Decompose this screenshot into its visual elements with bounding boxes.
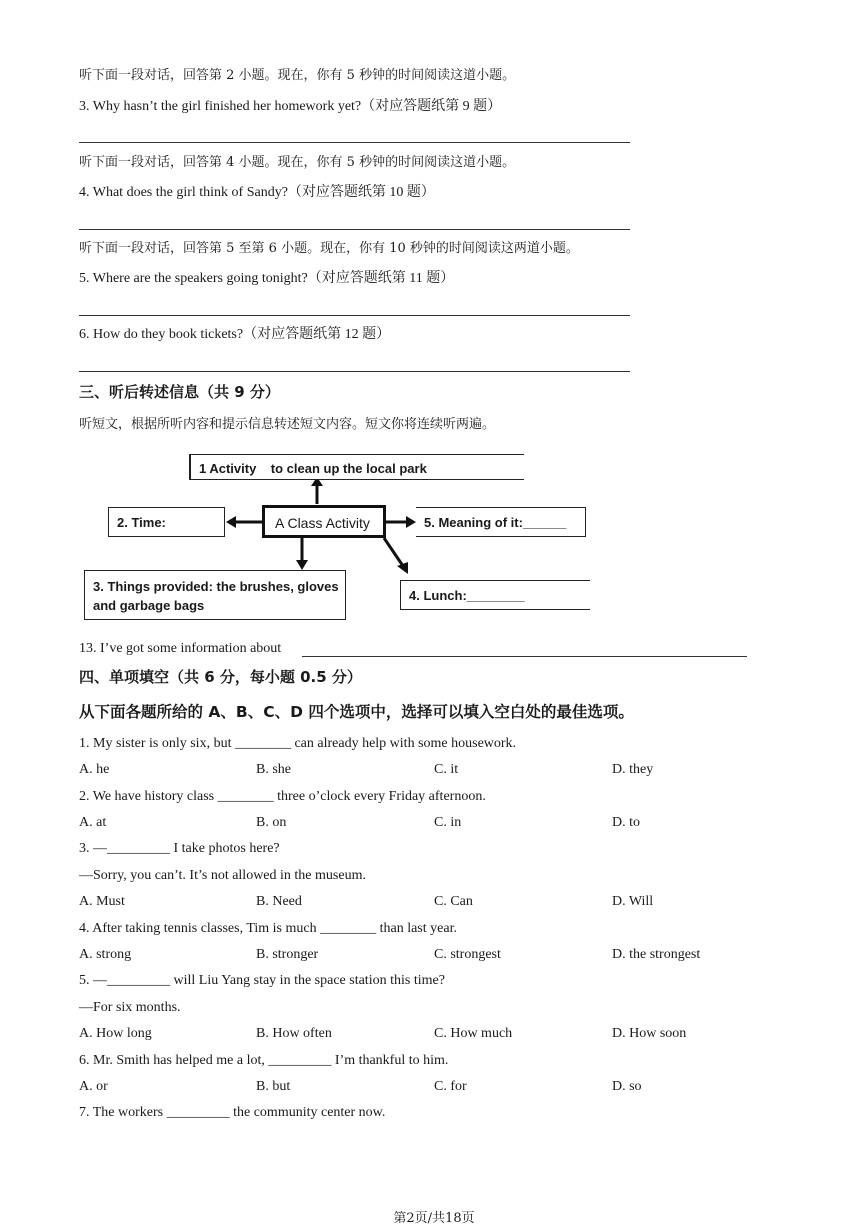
mc-question-2: 2. We have history class ________ three o’clock every Friday afternoon. [79, 789, 486, 804]
center-box [262, 505, 386, 538]
meaning-box [416, 507, 586, 537]
time-label: 2. Time: [117, 515, 166, 530]
mc-5-option-a: A. How long [79, 1026, 152, 1041]
listening-intro-2: 听下面一段对话，回答第 2 小题。现在，你有 5 秒钟的时间阅读这道小题。 [79, 68, 516, 83]
mc-2-option-a: A. at [79, 815, 107, 830]
mc-2-option-d: D. to [612, 815, 640, 830]
mc-question-3-response: —Sorry, you can’t. It’s not allowed in the museum. [79, 868, 366, 883]
mc-5-option-b: B. How often [256, 1026, 332, 1041]
mc-3-option-a: A. Must [79, 894, 125, 909]
mc-question-3: 3. —_________ I take photos here? [79, 841, 280, 856]
mc-2-option-c: C. in [434, 815, 462, 830]
mc-3-option-b: B. Need [256, 894, 302, 909]
listening-intro-5-6: 听下面一段对话，回答第 5 至第 6 小题。现在，你有 10 秒钟的时间阅读这两道小题。 [79, 241, 579, 256]
question-5: 5. Where are the speakers going tonight?（对应答题纸第 11 题） [79, 271, 455, 286]
lunch-box [400, 580, 590, 610]
center-label: A Class Activity [275, 515, 370, 531]
mc-5-option-c: C. How much [434, 1026, 513, 1041]
time-box [108, 507, 225, 537]
things-label: 3. Things provided: the brushes, gloves and garbage bags [93, 579, 339, 613]
question-6: 6. How do they book tickets?（对应答题纸第 12 题） [79, 327, 391, 342]
mc-4-option-b: B. stronger [256, 947, 319, 962]
mc-question-5: 5. —_________ will Liu Yang stay in the space station this time? [79, 973, 445, 988]
section-4-instruction: 从下面各题所给的 A、B、C、D 四个选项中，选择可以填入空白处的最佳选项。 [79, 703, 634, 721]
answer-line-13 [302, 656, 747, 657]
activity-box [189, 454, 524, 480]
mc-6-option-a: A. or [79, 1079, 108, 1094]
mc-6-option-b: B. but [256, 1079, 291, 1094]
mc-4-option-d: D. the strongest [612, 947, 701, 962]
meaning-label: 5. Meaning of it:______ [424, 515, 567, 530]
mc-3-option-c: C. Can [434, 894, 473, 909]
section-3-instruction: 听短文，根据所听内容和提示信息转述短文内容。短文你将连续听两遍。 [79, 417, 496, 432]
question-4: 4. What does the girl think of Sandy?（对应答题纸第 10 题） [79, 185, 435, 200]
mc-6-option-c: C. for [434, 1079, 467, 1094]
mc-question-6: 6. Mr. Smith has helped me a lot, _________ I’m thankful to him. [79, 1053, 449, 1068]
mc-question-1: 1. My sister is only six, but ________ can already help with some housework. [79, 736, 517, 751]
mc-5-option-d: D. How soon [612, 1026, 687, 1041]
mc-1-option-a: A. he [79, 762, 110, 777]
section-3-heading: 三、听后转述信息（共 9 分） [79, 383, 280, 401]
page-number: 第2页/共18页 [393, 1211, 475, 1226]
mc-3-option-d: D. Will [612, 894, 654, 909]
mc-question-5-response: —For six months. [79, 1000, 181, 1015]
mc-6-option-d: D. so [612, 1079, 642, 1094]
question-3: 3. Why hasn’t the girl finished her homework yet?（对应答题纸第 9 题） [79, 99, 502, 114]
mc-question-4: 4. After taking tennis classes, Tim is much ________ than last year. [79, 921, 457, 936]
activity-label: 1 Activity to clean up the local park [199, 461, 427, 476]
listening-intro-4: 听下面一段对话，回答第 4 小题。现在，你有 5 秒钟的时间阅读这道小题。 [79, 155, 516, 170]
mc-question-7: 7. The workers _________ the community center now. [79, 1105, 386, 1120]
section-4-heading: 四、单项填空（共 6 分，每小题 0.5 分） [79, 668, 362, 686]
mc-1-option-c: C. it [434, 762, 459, 777]
mc-1-option-b: B. she [256, 762, 291, 777]
lunch-label: 4. Lunch:________ [409, 588, 525, 603]
question-13: 13. I’ve got some information about [79, 641, 282, 656]
mc-4-option-c: C. strongest [434, 947, 501, 962]
mc-2-option-b: B. on [256, 815, 287, 830]
mc-1-option-d: D. they [612, 762, 654, 777]
mc-4-option-a: A. strong [79, 947, 132, 962]
things-box [84, 570, 346, 620]
